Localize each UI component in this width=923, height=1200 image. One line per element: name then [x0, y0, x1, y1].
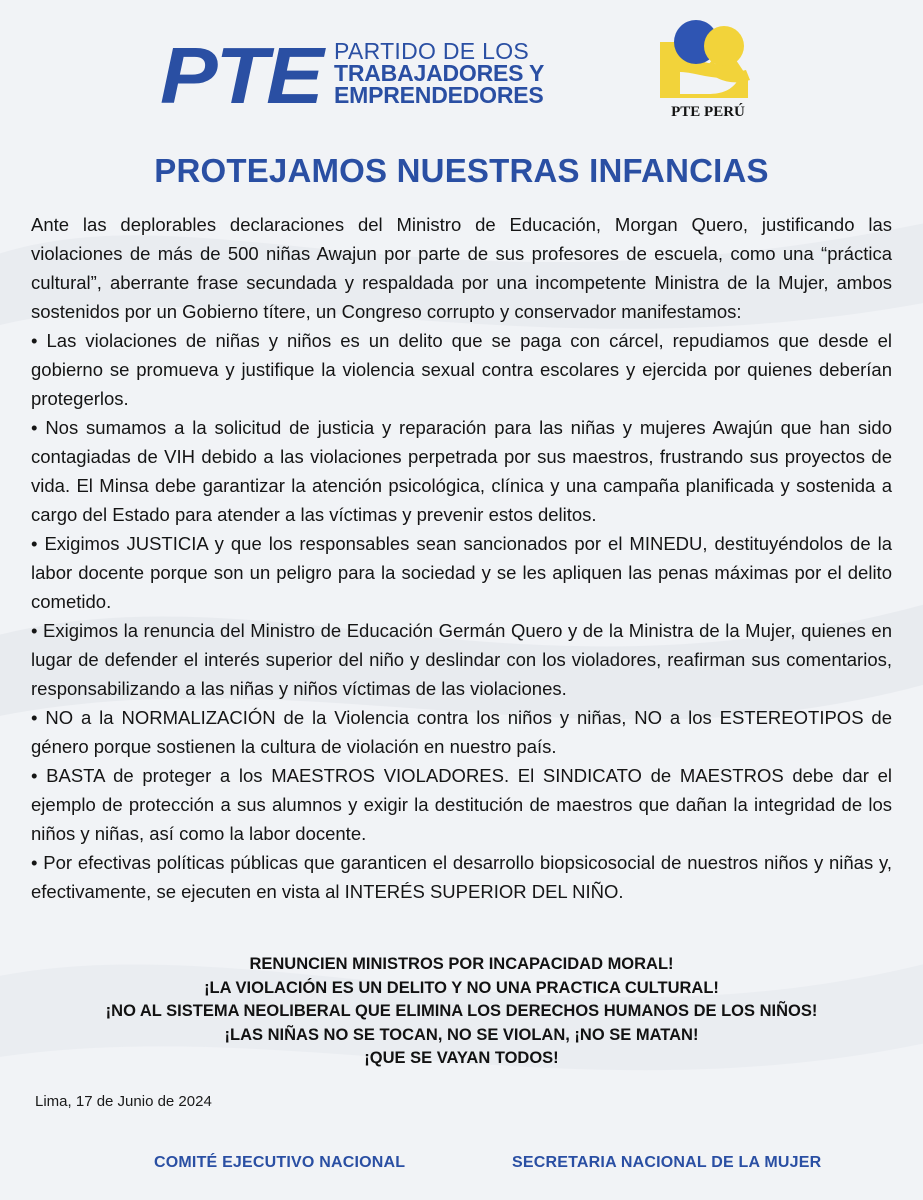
header: [0, 0, 923, 150]
signature-comite-ejecutivo: COMITÉ EJECUTIVO NACIONAL: [154, 1154, 406, 1171]
slogan-line: RENUNCIEN MINISTROS POR INCAPACIDAD MORAL!: [249, 955, 674, 973]
paragraph-item: • NO a la NORMALIZACIÓN de la Violencia contra los niños y niñas, NO a los ESTEREOTIPOS de género porque sostienen la cultura de violación en nuestro país.: [31, 707, 892, 757]
slogans: [0, 953, 923, 1071]
paragraph-item: • Nos sumamos a la solicitud de justicia y reparación para las niñas y mujeres Awajún que han sido contagiadas de VIH debido a las violaciones perpetrada por sus maestros, frustrando sus proyectos de vida. El Minsa debe garantizar la atención psicológica, clínica y una campaña planificada y sostenida a cargo del Estado para atender a las víctimas y prevenir estos delitos.: [31, 417, 892, 525]
party-name-line-1: PARTIDO DE LOS: [334, 38, 530, 64]
party-name: [334, 40, 544, 106]
paragraph-item: • Por efectivas políticas públicas que garanticen el desarrollo biopsicosocial de nuestros niños y niñas y, efectivamente, se ejecuten en vista al INTERÉS SUPERIOR DEL NIÑO.: [31, 852, 892, 902]
logo-caption: PTE PERÚ: [671, 104, 745, 120]
slogan-line: ¡NO AL SISTEMA NEOLIBERAL QUE ELIMINA LOS DERECHOS HUMANOS DE LOS NIÑOS!: [105, 1002, 818, 1020]
party-name-line-2: TRABAJADORES Y: [334, 60, 545, 86]
pte-wordmark: PTE: [160, 31, 322, 120]
signature-secretaria-mujer: SECRETARIA NACIONAL DE LA MUJER: [512, 1154, 822, 1171]
statement-body: [31, 210, 892, 906]
paragraph-intro: Ante las deplorables declaraciones del Ministro de Educación, Morgan Quero, justificando las violaciones de más de 500 niñas Awajun por parte de sus profesores de escuela, como una “práctica cultural”, aberrante frase secundada y respaldada por una incompetente Ministra de la Mujer, ambos sostenidos por un Gobierno títere, un Congreso corrupto y conservador manifestamos:: [31, 214, 892, 322]
slogan-line: ¡QUE SE VAYAN TODOS!: [364, 1049, 559, 1067]
document-date: Lima, 17 de Junio de 2024: [35, 1093, 212, 1110]
paragraph-item: • Las violaciones de niñas y niños es un delito que se paga con cárcel, repudiamos que desde el gobierno se promueva y justifique la violencia sexual contra escolares y ejercida por quienes deberían protegerlos.: [31, 330, 892, 409]
slogan-line: ¡LAS NIÑAS NO SE TOCAN, NO SE VIOLAN, ¡NO SE MATAN!: [224, 1025, 699, 1044]
page-title: PROTEJAMOS NUESTRAS INFANCIAS: [154, 152, 769, 189]
paragraph-item: • Exigimos JUSTICIA y que los responsables sean sancionados por el MINEDU, destituyéndolos de la labor docente porque son un peligro para la sociedad y se les apliquen las penas máximas por el delito cometido.: [31, 533, 892, 612]
paragraph-item: • BASTA de proteger a los MAESTROS VIOLADORES. El SINDICATO de MAESTROS debe dar el ejemplo de protección a sus alumnos y exigir la destitución de maestros que dañan la integridad de los niños y niñas, así como la labor docente.: [31, 765, 892, 844]
party-name-line-3: EMPRENDEDORES: [334, 82, 544, 108]
slogan-line: ¡LA VIOLACIÓN ES UN DELITO Y NO UNA PRACTICA CULTURAL!: [204, 978, 719, 997]
paragraph-item: • Exigimos la renuncia del Ministro de Educación Germán Quero y de la Ministra de la Mujer, quienes en lugar de defender el interés superior del niño y deslindar con los violadores, reafirman sus comentarios, responsabilizando a las niñas y niños víctimas de las violaciones.: [31, 620, 892, 699]
